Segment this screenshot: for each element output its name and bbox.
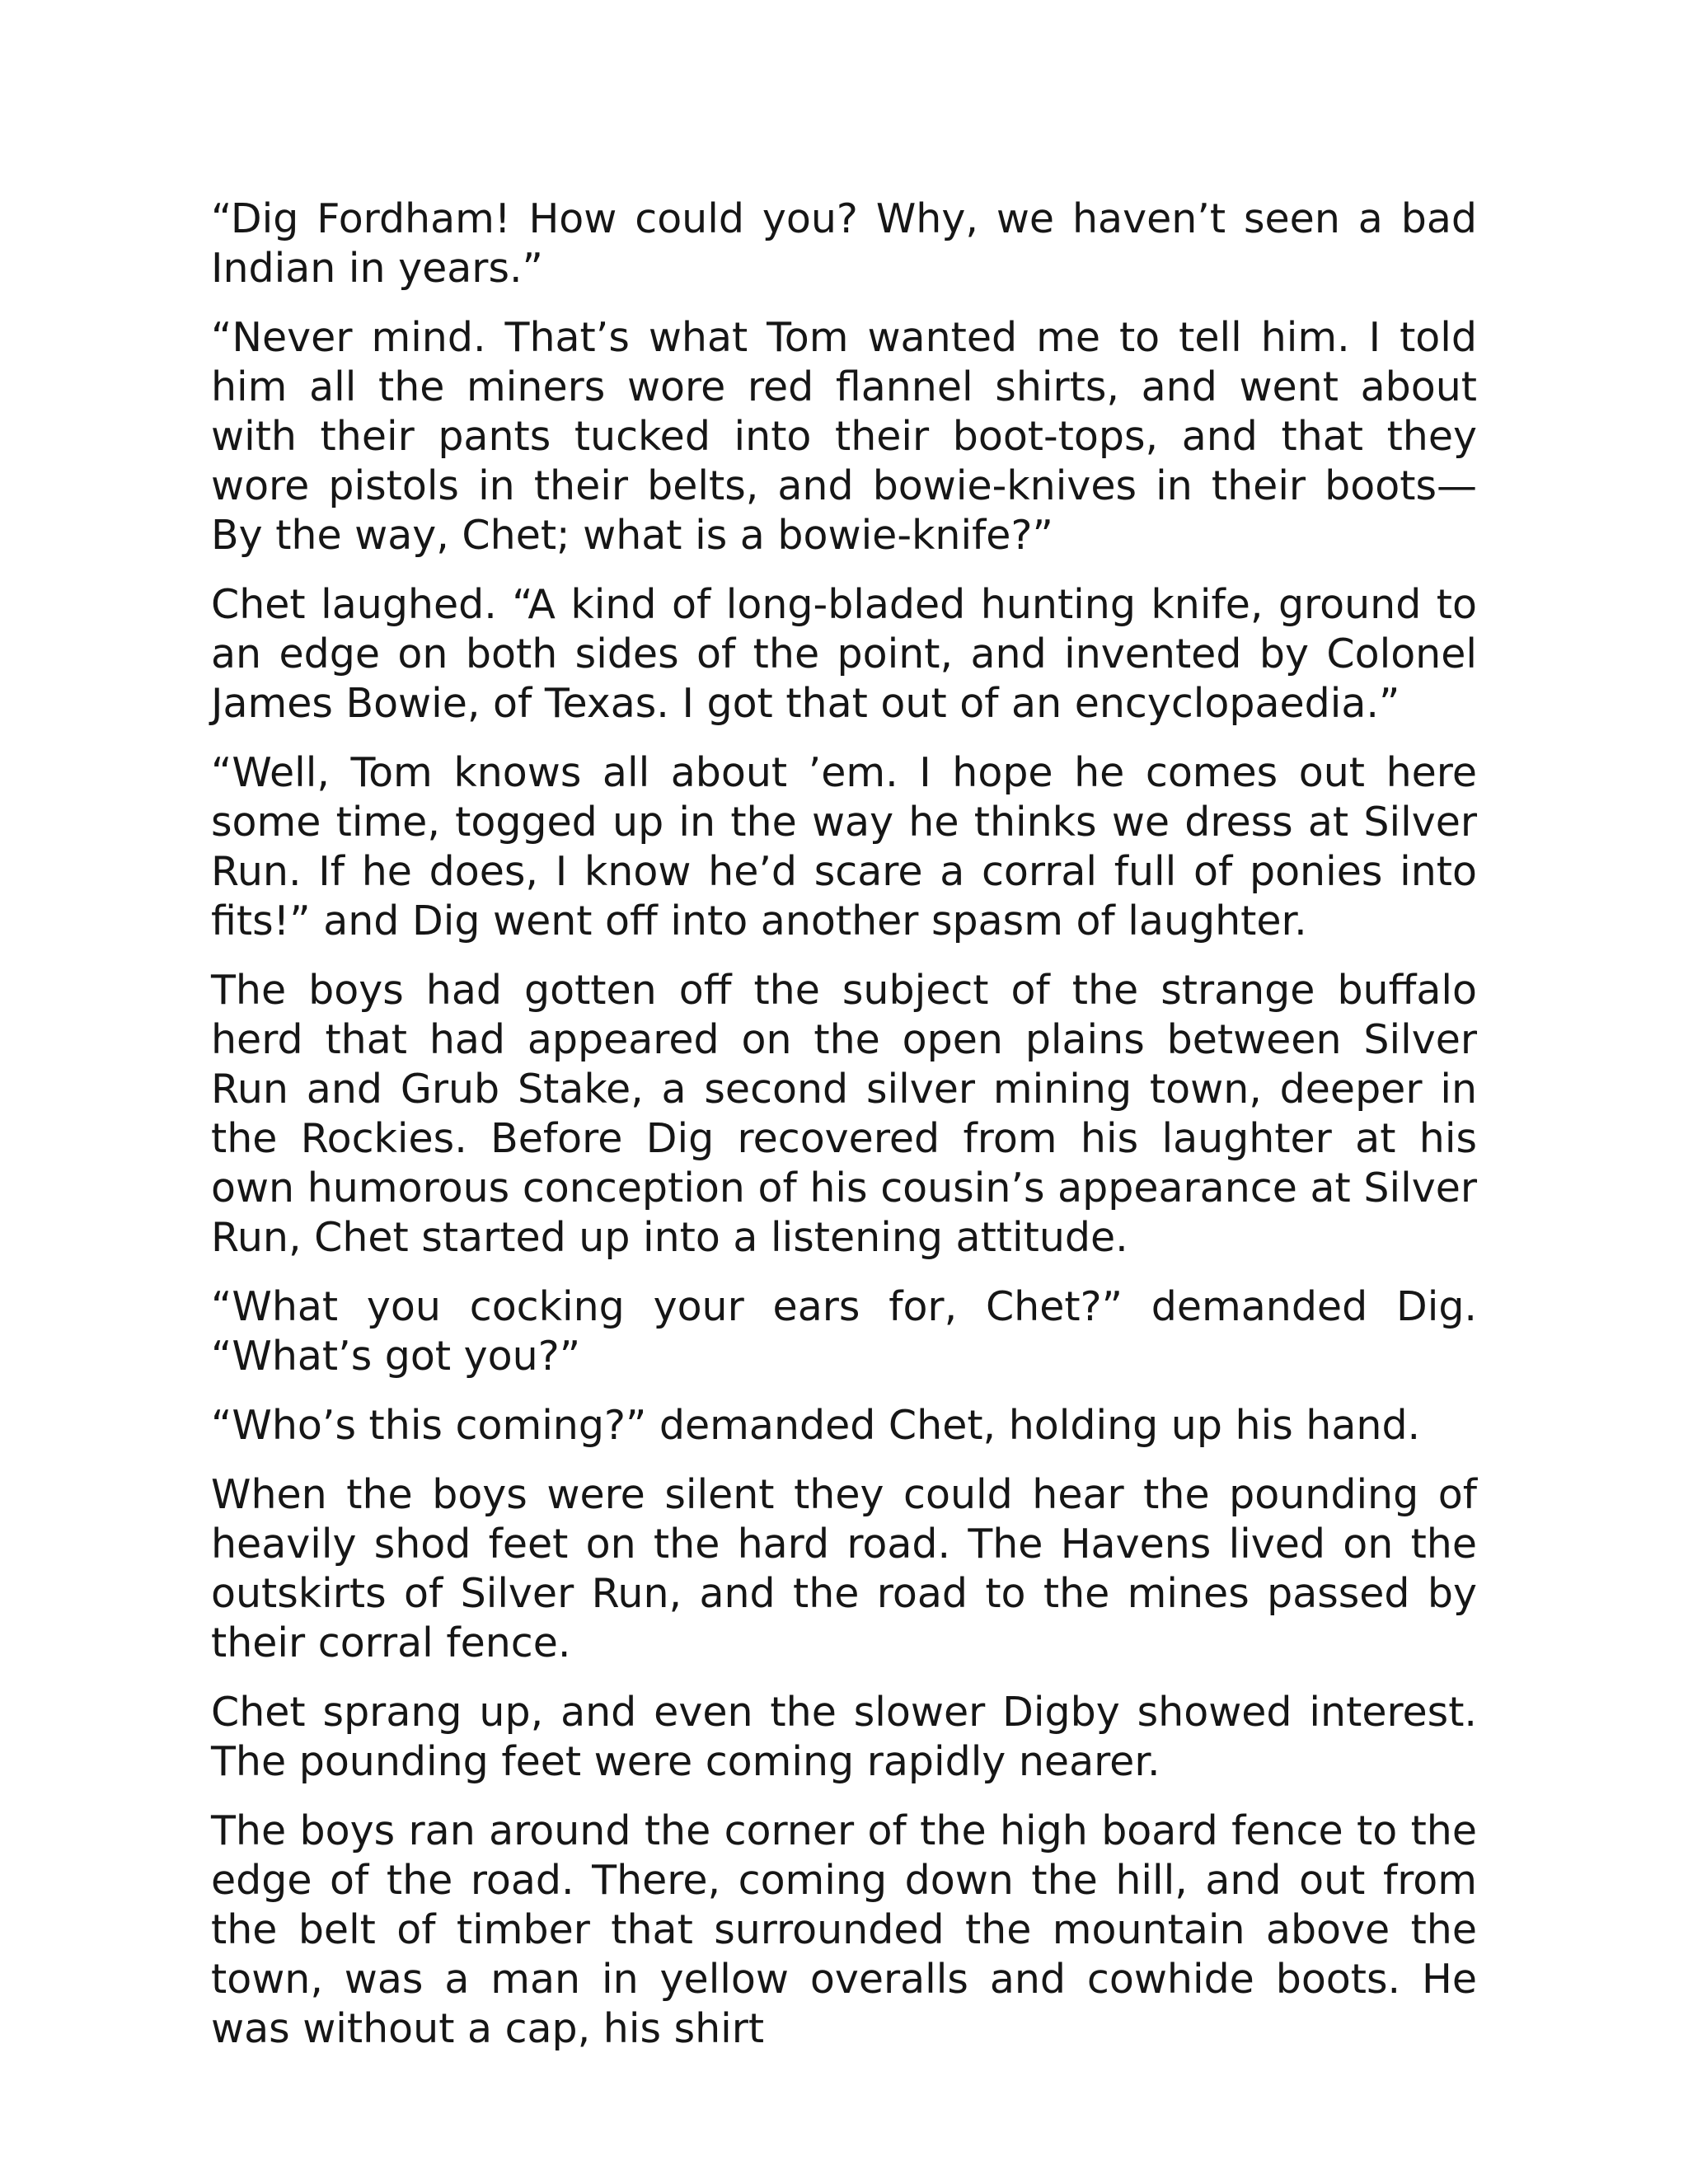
paragraph-2: “Never mind. That’s what Tom wanted me to tell him. I told him all the miners wore red flannel shirts, and went about with their pants tucked into their boot-tops, and that they wore pistols in their belts, and bowie-knives in their boots— By the way, Chet; what is a bowie-knife?” [211, 314, 1477, 559]
paragraph-8: When the boys were silent they could hear the pounding of heavily shod feet on the hard road. The Havens lived on the outskirts of Silver Run, and the road to the mines passed by their corral fence. [211, 1471, 1477, 1666]
paragraph-7: “Who’s this coming?” demanded Chet, holding up his hand. [211, 1402, 1421, 1449]
paragraph-5: The boys had gotten off the subject of the strange buffalo herd that had appeared on the open plains between Silver Run and Grub Stake, a second silver mining town, deeper in the Rockies. Before Dig recovered from his laughter at his own humorous conception of his cousin’s appearance at Silver Run, Chet started up into a listening attitude. [211, 967, 1477, 1261]
paragraph-6: “What you cocking your ears for, Chet?” demanded Dig. “What’s got you?” [211, 1283, 1477, 1380]
body-text [211, 194, 1477, 2054]
paragraph-9: Chet sprang up, and even the slower Digby showed interest. The pounding feet were coming rapidly nearer. [211, 1689, 1477, 1785]
paragraph-3: Chet laughed. “A kind of long-bladed hunting knife, ground to an edge on both sides of the point, and invented by Colonel James Bowie, of Texas. I got that out of an encyclopaedia.” [211, 581, 1477, 727]
paragraph-10: The boys ran around the corner of the high board fence to the edge of the road. There, coming down the hill, and out from the belt of timber that surrounded the mountain above the town, was a man in yellow overalls and cowhide boots. He was without a cap, his shirt [211, 1807, 1477, 2052]
paragraph-4: “Well, Tom knows all about ’em. I hope he comes out here some time, togged up in the way he thinks we dress at Silver Run. If he does, I know he’d scare a corral full of ponies into fits!” and Dig went off into another spasm of laughter. [211, 749, 1477, 944]
paragraph-1: “Dig Fordham! How could you? Why, we haven’t seen a bad Indian in years.” [211, 195, 1477, 292]
